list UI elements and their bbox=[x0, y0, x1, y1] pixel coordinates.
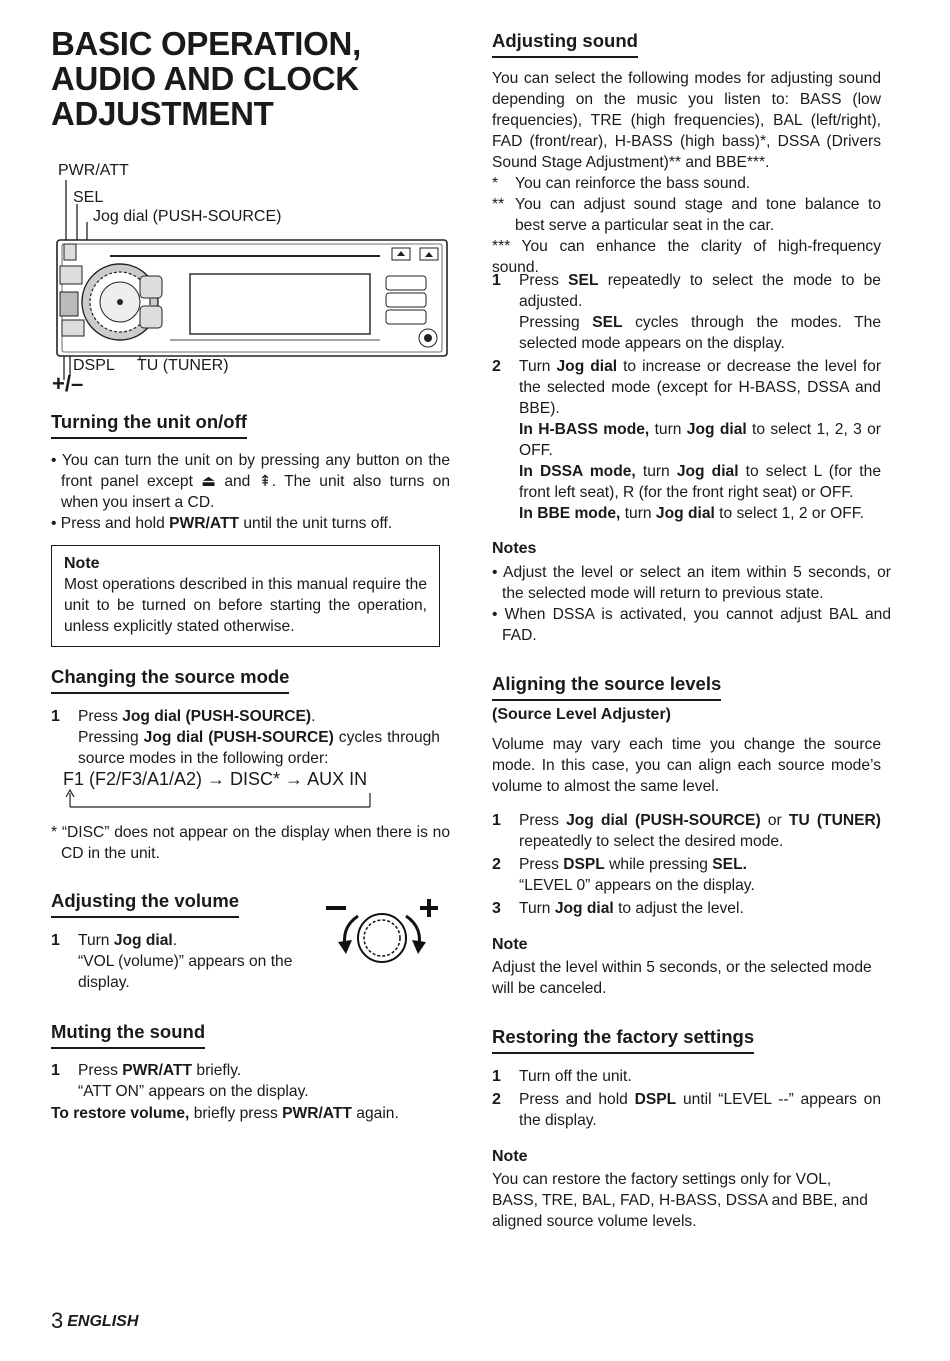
levels-s1-e: repeatedly to select the desired mode. bbox=[519, 833, 784, 850]
heading-adjusting-sound: Adjusting sound bbox=[492, 30, 638, 58]
bullet-turn-off-pwr: PWR/ATT bbox=[169, 515, 240, 532]
volume-step-1 bbox=[51, 930, 311, 993]
muting-s1-d: “ATT ON” appears on the display. bbox=[78, 1083, 309, 1100]
jog-dial-rotation-icon bbox=[322, 896, 442, 976]
levels-s3-b: Jog dial bbox=[554, 900, 614, 917]
muting-s1-b: PWR/ATT bbox=[122, 1062, 193, 1079]
source-s1-f: cycles through source modes in the following order: bbox=[78, 729, 440, 767]
sound-footnote-1 bbox=[492, 173, 881, 194]
heading-source-mode: Changing the source mode bbox=[51, 666, 289, 694]
note-title: Note bbox=[64, 555, 100, 572]
footnote-mark: ** bbox=[492, 196, 505, 213]
muting-restore-b: briefly press bbox=[189, 1105, 283, 1122]
page-number: 3 bbox=[51, 1308, 64, 1333]
step-number: 1 bbox=[51, 932, 60, 949]
heading-volume: Adjusting the volume bbox=[51, 890, 239, 918]
levels-s2-c: while pressing bbox=[604, 856, 713, 873]
levels-intro: Volume may vary each time you change the source mode. In this case, you can align each source mode’s volume to almost the same level. bbox=[492, 736, 881, 795]
step-number: 2 bbox=[492, 1091, 501, 1108]
bullet-turn-on-and: and bbox=[216, 473, 259, 490]
sound-footnote-3: *** You can enhance the clarity of high-frequency sound. bbox=[492, 238, 881, 276]
hbass-b: turn bbox=[649, 421, 687, 438]
label-plus-minus: +/– bbox=[52, 371, 84, 396]
footnote-mark: * bbox=[492, 175, 499, 192]
levels-step-1 bbox=[492, 810, 881, 852]
bullet-turn-on-text-a: • You can turn the unit on by pressing any button on the front panel except bbox=[51, 452, 450, 490]
source-s1-a: Press bbox=[78, 708, 123, 725]
source-step-1 bbox=[51, 706, 440, 769]
source-flow: F1 (F2/F3/A1/A2) → DISC* → AUX IN bbox=[63, 769, 368, 789]
dssa-c: Jog dial bbox=[676, 463, 739, 480]
step-number: 1 bbox=[492, 812, 501, 829]
levels-s2-d: SEL. bbox=[712, 856, 747, 873]
bullet-turn-off-text-a: • Press and hold bbox=[51, 515, 170, 532]
page-footer bbox=[51, 1308, 138, 1334]
factory-step-1 bbox=[492, 1066, 881, 1087]
dssa-a: In DSSA mode, bbox=[519, 463, 636, 480]
step-number: 1 bbox=[51, 708, 60, 725]
muting-restore-d: again. bbox=[351, 1105, 399, 1122]
hbass-d: to select 1, 2, 3 or OFF. bbox=[519, 421, 881, 459]
volume-s1-b: Jog dial bbox=[113, 932, 173, 949]
sound-s1-a: Press bbox=[519, 272, 569, 289]
eject-icon: ⏏ bbox=[201, 473, 216, 490]
factory-s2-b: DSPL bbox=[634, 1091, 677, 1108]
heading-factory-settings: Restoring the factory settings bbox=[492, 1026, 754, 1054]
bullet-turn-off-text-c: until the unit turns off. bbox=[239, 515, 393, 532]
factory-note-title: Note bbox=[492, 1148, 528, 1165]
heading-aligning-levels: Aligning the source levels bbox=[492, 673, 721, 701]
label-tuner: TU (TUNER) bbox=[137, 357, 229, 374]
muting-restore-a: To restore volume, bbox=[51, 1105, 190, 1122]
sound-note-1: • Adjust the level or select an item within 5 seconds, or the selected mode will return to previous state. bbox=[492, 564, 891, 602]
levels-s1-b: Jog dial (PUSH-SOURCE) bbox=[566, 812, 761, 829]
volume-s1-a: Turn bbox=[78, 932, 114, 949]
footnote-text: You can reinforce the bass sound. bbox=[515, 175, 751, 192]
factory-step-2 bbox=[492, 1089, 881, 1131]
car-stereo-drawing bbox=[50, 180, 450, 380]
factory-note: You can restore the factory settings only for VOL, BASS, TRE, BAL, FAD, H-BASS, DSSA and BBE, and aligned source volume levels. bbox=[492, 1171, 868, 1230]
hbass-c: Jog dial bbox=[686, 421, 747, 438]
levels-step-2 bbox=[492, 854, 881, 896]
step-number: 2 bbox=[492, 358, 501, 375]
muting-s1-c: briefly. bbox=[192, 1062, 242, 1079]
levels-note-title: Note bbox=[492, 936, 528, 953]
muting-restore-c: PWR/ATT bbox=[282, 1105, 352, 1122]
label-jog-dial: Jog dial (PUSH-SOURCE) bbox=[93, 208, 282, 225]
bbe-a: In BBE mode, bbox=[519, 505, 621, 522]
sound-step-1 bbox=[492, 270, 881, 354]
muting-step-1 bbox=[51, 1060, 440, 1102]
notes-title: Notes bbox=[492, 540, 537, 557]
levels-s3-c: to adjust the level. bbox=[613, 900, 744, 917]
step-number: 3 bbox=[492, 900, 501, 917]
bbe-d: to select 1, 2 or OFF. bbox=[714, 505, 864, 522]
levels-s1-c: or bbox=[760, 812, 789, 829]
levels-s3-a: Turn bbox=[519, 900, 555, 917]
note-body: Most operations described in this manual require the unit to be turned on before starting the operation, unless explicitly stated otherwise. bbox=[64, 576, 427, 635]
sound-s2-c: to increase or decrease the level for the selected mode (except for H-BASS, DSSA and BBE). bbox=[519, 358, 882, 417]
sound-s1-f: cycles through the modes. The selected mode appears on the display. bbox=[519, 314, 881, 352]
sound-note-2: • When DSSA is activated, you cannot adjust BAL and FAD. bbox=[492, 606, 891, 644]
muting-restore bbox=[51, 1103, 440, 1124]
source-cycle-arrow bbox=[62, 789, 374, 809]
sound-footnote-2 bbox=[492, 194, 881, 236]
sound-s1-b: SEL bbox=[568, 272, 599, 289]
sound-s2-a: Turn bbox=[519, 358, 557, 375]
footnote-text: You can adjust sound stage and tone balance to best serve a particular seat in the car. bbox=[515, 196, 881, 234]
dssa-d: to select L (for the front left seat), R (for the front right seat) or OFF. bbox=[519, 463, 881, 501]
bbe-c: Jog dial bbox=[655, 505, 715, 522]
volume-s1-c: . bbox=[172, 932, 178, 949]
page-title: BASIC OPERATION, AUDIO AND CLOCK ADJUSTMENT bbox=[51, 25, 361, 132]
release-icon: ⇞ bbox=[258, 473, 272, 490]
hbass-a: In H-BASS mode, bbox=[519, 421, 650, 438]
sound-s1-e: SEL bbox=[592, 314, 623, 331]
levels-s1-d: TU (TUNER) bbox=[788, 812, 881, 829]
step-number: 1 bbox=[51, 1062, 60, 1079]
factory-s1: Turn off the unit. bbox=[519, 1068, 632, 1085]
factory-s2-c: until “LEVEL --” appears on the display. bbox=[519, 1091, 881, 1129]
label-pwr-att: PWR/ATT bbox=[58, 162, 129, 179]
sound-step-2 bbox=[492, 356, 881, 524]
bbe-b: turn bbox=[620, 505, 656, 522]
dssa-b: turn bbox=[635, 463, 677, 480]
label-sel: SEL bbox=[73, 189, 104, 206]
label-dspl: DSPL bbox=[73, 357, 115, 374]
heading-muting: Muting the sound bbox=[51, 1021, 205, 1049]
levels-s2-b: DSPL bbox=[563, 856, 605, 873]
muting-s1-a: Press bbox=[78, 1062, 123, 1079]
levels-s1-a: Press bbox=[519, 812, 567, 829]
source-s1-b: Jog dial (PUSH-SOURCE) bbox=[122, 708, 312, 725]
sound-s1-c: repeatedly to select the mode to be adjusted. bbox=[519, 272, 881, 310]
step-number: 1 bbox=[492, 1068, 501, 1085]
bullet-turn-on-text-b: . The unit also turns on when you insert a CD. bbox=[61, 473, 450, 511]
levels-s2-e: “LEVEL 0” appears on the display. bbox=[519, 877, 755, 894]
source-footnote: * “DISC” does not appear on the display when there is no CD in the unit. bbox=[51, 824, 450, 862]
sound-s1-d: Pressing bbox=[519, 314, 593, 331]
source-s1-e: Jog dial (PUSH-SOURCE) bbox=[143, 729, 334, 746]
bullet-turn-on bbox=[51, 450, 450, 513]
bullet-turn-off bbox=[51, 513, 450, 534]
volume-s1-d: “VOL (volume)” appears on the display. bbox=[78, 953, 293, 991]
sound-s2-b: Jog dial bbox=[556, 358, 618, 375]
levels-subtitle: (Source Level Adjuster) bbox=[492, 706, 672, 723]
step-number: 2 bbox=[492, 856, 501, 873]
sound-intro: You can select the following modes for adjusting sound depending on the music you listen to: BASS (low frequencies), TRE (high frequencies), BAL (left/right), FAD (front/rear), H-BASS (high bass)*, DSSA (Drivers Sound Stage Adjustment)** and BBE***. bbox=[492, 70, 881, 171]
levels-note: Adjust the level within 5 seconds, or the selected mode will be canceled. bbox=[492, 959, 872, 997]
source-s1-d: Pressing bbox=[78, 729, 144, 746]
step-number: 1 bbox=[492, 272, 501, 289]
language-label: ENGLISH bbox=[67, 1313, 139, 1330]
factory-s2-a: Press and hold bbox=[519, 1091, 635, 1108]
levels-step-3 bbox=[492, 898, 881, 919]
levels-s2-a: Press bbox=[519, 856, 564, 873]
source-s1-c: . bbox=[311, 708, 316, 725]
heading-turning-on-off: Turning the unit on/off bbox=[51, 411, 247, 439]
note-box bbox=[51, 545, 440, 647]
